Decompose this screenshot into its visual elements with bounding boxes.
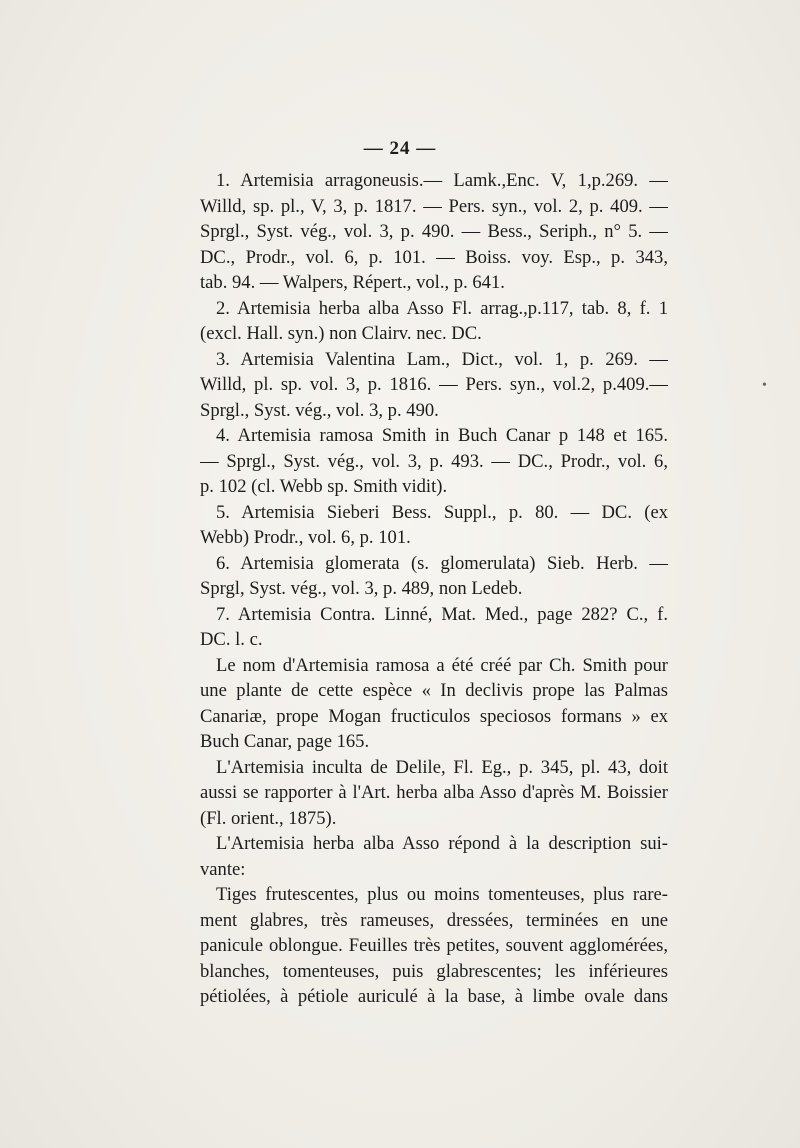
text-line: (Fl. orient., 1875). bbox=[200, 807, 337, 829]
text-line: DC., Prodr., vol. 6, p. 101. — Boiss. voy. Esp., p. 343, bbox=[200, 246, 668, 268]
page-number: — 24 — bbox=[363, 138, 437, 159]
text-line: 3. Artemisia Valentina Lam., Dict., vol. 1, p. 269. — bbox=[216, 348, 668, 370]
text-line: DC. l. c. bbox=[200, 629, 263, 650]
text-line: une plante de cette espèce « In declivis prope las Palmas bbox=[200, 680, 668, 701]
text-line: p. 102 (cl. Webb sp. Smith vidit). bbox=[200, 476, 448, 497]
text-line: Willd, pl. sp. vol. 3, p. 1816. — Pers. syn., vol.2, p.409.— bbox=[200, 374, 668, 395]
text-line: Buch Canar, page 165. bbox=[200, 731, 370, 752]
text-line: 7. Artemisia Contra. Linné, Mat. Med., page 282? C., f. bbox=[216, 603, 668, 625]
text-line: 1. Artemisia arragoneusis.— Lamk.,Enc. V, 1,p.269. — bbox=[216, 170, 668, 191]
text-line: 2. Artemisia herba alba Asso Fl. arrag.,p.117, tab. 8, f. 1 bbox=[216, 297, 668, 319]
text-line: (excl. Hall. syn.) non Clairv. nec. DC. bbox=[200, 323, 482, 344]
text-line: Sprgl, Syst. vég., vol. 3, p. 489, non Ledeb. bbox=[200, 578, 523, 599]
text-line: Willd, sp. pl., V, 3, p. 1817. — Pers. syn., vol. 2, p. 409. — bbox=[200, 195, 668, 217]
body-text bbox=[200, 168, 668, 1010]
text-line: panicule oblongue. Feuilles très petites, souvent agglomérées, bbox=[200, 935, 668, 956]
text-line: L'Artemisia inculta de Delile, Fl. Eg., p. 345, pl. 43, doit bbox=[216, 756, 668, 778]
text-line: pétiolées, à pétiole auriculé à la base, à limbe ovale dans bbox=[200, 986, 668, 1007]
text-line: Tiges frutescentes, plus ou moins tomenteuses, plus rare- bbox=[216, 884, 668, 905]
text-line: — Sprgl., Syst. vég., vol. 3, p. 493. — DC., Prodr., vol. 6, bbox=[200, 450, 668, 472]
text-line: blanches, tomenteuses, puis glabrescentes; les inférieures bbox=[200, 960, 668, 982]
text-line: 4. Artemisia ramosa Smith in Buch Canar p 148 et 165. bbox=[216, 425, 668, 446]
text-line: vante: bbox=[200, 858, 246, 880]
text-line: 6. Artemisia glomerata (s. glomerulata) Sieb. Herb. — bbox=[216, 552, 668, 574]
text-line: Sprgl., Syst. vég., vol. 3, p. 490. bbox=[200, 399, 439, 421]
text-line: aussi se rapporter à l'Art. herba alba Asso d'après M. Boissier bbox=[200, 782, 668, 803]
text-line: Sprgl., Syst. vég., vol. 3, p. 490. — Bess., Seriph., n° 5. — bbox=[200, 221, 668, 242]
text-line: L'Artemisia herba alba Asso répond à la description sui- bbox=[216, 833, 668, 854]
text-line: ment glabres, très rameuses, dressées, terminées en une bbox=[200, 909, 668, 931]
text-line: Canariæ, prope Mogan fructiculos speciosos formans » ex bbox=[200, 705, 668, 727]
text-line: Webb) Prodr., vol. 6, p. 101. bbox=[200, 527, 411, 548]
text-line: 5. Artemisia Sieberi Bess. Suppl., p. 80. — DC. (ex bbox=[216, 501, 668, 523]
text-line: tab. 94. — Walpers, Répert., vol., p. 641. bbox=[200, 272, 505, 293]
text-line: Le nom d'Artemisia ramosa a été créé par Ch. Smith pour bbox=[216, 654, 668, 676]
margin-dot: • bbox=[762, 378, 767, 393]
